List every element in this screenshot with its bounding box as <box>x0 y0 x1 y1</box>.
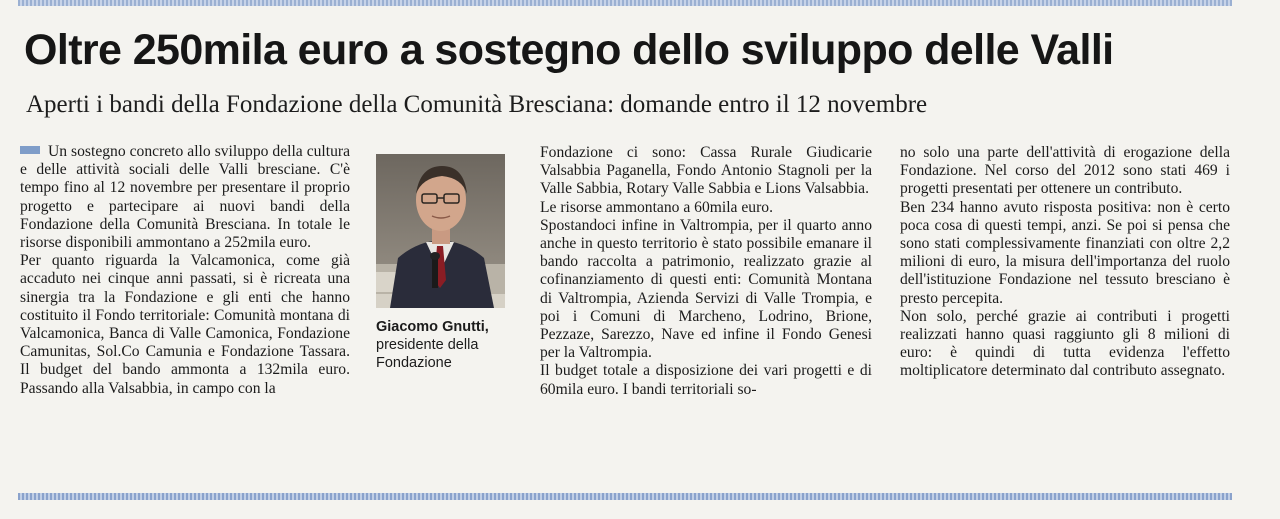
portrait-photo <box>376 154 505 308</box>
subheadline: Aperti i bandi della Fondazione della Comunità Bresciana: domande entro il 12 novembre <box>26 91 928 118</box>
column-1 <box>20 143 350 398</box>
paragraph: Per quanto riguarda la Valcamonica, come già accaduto nei cinque anni passati, si è ricreata una sinergia tra la Fondazione e gli enti che hanno costituito il Fondo territoriale: Comunità montana di Valcamonica, Banca di Valle Camonica, Fondazione Camunitas, Sol.Co Camunia e Fondazione Tassara. Il budget del bando ammonta a 132mila euro. Passando alla Valsabbia, in campo con la <box>20 252 350 397</box>
paragraph: no solo una parte dell'attività di erogazione della Fondazione. Nel corso del 2012 sono stati 469 i progetti presentati per ottenere un contributo. <box>900 144 1230 198</box>
portrait-illustration-icon <box>376 154 505 308</box>
lead-square-icon <box>20 146 40 154</box>
column-3 <box>900 144 1230 381</box>
caption-role: presidente della Fondazione <box>376 337 479 371</box>
paragraph: Le risorse ammontano a 60mila euro. <box>540 198 773 216</box>
paragraph-text: Un sostegno concreto allo sviluppo della cultura e delle attività sociali delle Valli bresciane. C'è tempo fino al 12 novembre per presentare il proprio progetto e partecipare ai nuovi bandi della Fondazione della Comunità Bresciana. In totale le risorse disponibili ammontano a 252mila euro. <box>20 143 350 252</box>
paragraph: Ben 234 hanno avuto risposta positiva: non è certo poca cosa di questi tempi, anzi. Se poi si pensa che sono stati complessivamente finanziati con oltre 2,2 milioni di euro, la misura dell'importanza del ruolo dell'istituzione Fondazione nel tessuto bresciano è presto percepita. <box>900 198 1230 307</box>
photo-caption <box>376 318 526 372</box>
lead-paragraph <box>20 143 350 252</box>
paragraph: Non solo, perché grazie ai contributi i progetti realizzati hanno quasi raggiunto gli 8 milioni di euro: è quindi di tutta evidenza l'effetto moltiplicatore determinato dal contributo assegnato. <box>900 307 1230 380</box>
paragraph: Il budget totale a disposizione dei vari progetti e di 60mila euro. I bandi territoriali so- <box>540 362 872 398</box>
caption-name: Giacomo Gnutti, <box>376 319 489 335</box>
bottom-rule <box>18 493 1232 500</box>
paragraph: Fondazione ci sono: Cassa Rurale Giudicarie Valsabbia Paganella, Fondo Antonio Stagnoli per la Valle Sabbia, Rotary Valle Sabbia e Lions Valsabbia. <box>540 144 872 198</box>
top-rule <box>18 0 1232 6</box>
paragraph: Spostandoci infine in Valtrompia, per il quarto anno anche in questo territorio è stato possibile emanare il bando raccolta a patrimonio, realizzato grazie al cofinanziamento di questi enti: Comunità Montana di Valtrompia, Azienda Servizi di Valle Trompia, e poi i Comuni di Marcheno, Lodrino, Brione, Pezzaze, Sarezzo, Nave ed infine il Fondo Genesi per la Valtrompia. <box>540 216 872 362</box>
headline: Oltre 250mila euro a sostegno dello sviluppo delle Valli <box>24 26 1114 74</box>
column-2 <box>540 144 872 399</box>
